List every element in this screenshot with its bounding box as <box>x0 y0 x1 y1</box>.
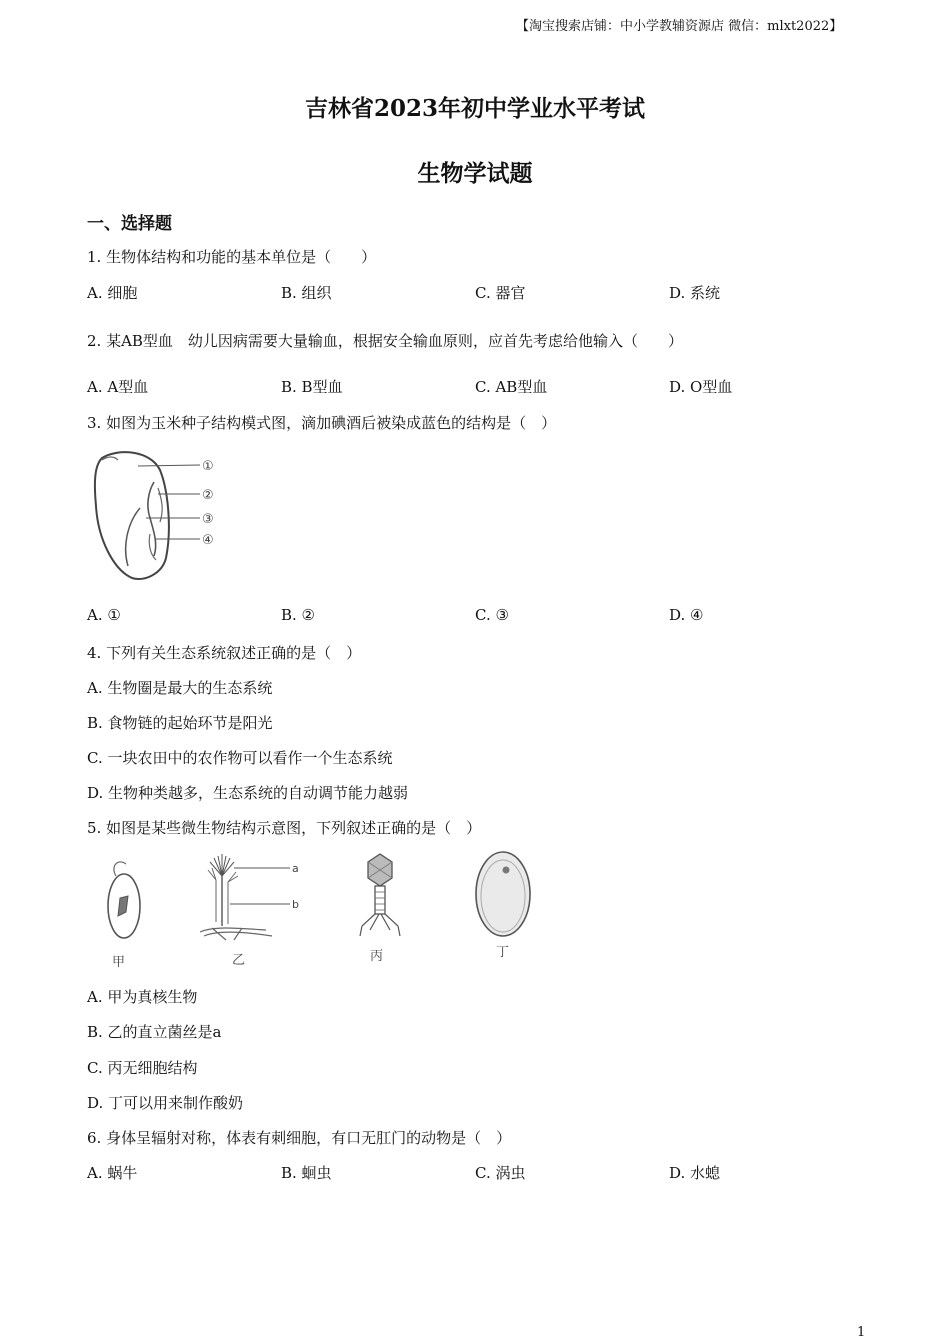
q6-option-b: B. 蛔虫 <box>281 1164 332 1182</box>
question-5-stem: 5. 如图是某些微生物结构示意图，下列叙述正确的是（ ） <box>87 819 482 837</box>
q2-option-c: C. AB型血 <box>475 378 548 396</box>
bacterium-jia <box>108 862 140 970</box>
corn-seed-figure <box>88 448 228 584</box>
q4-option-b: B. 食物链的起始环节是阳光 <box>87 714 273 732</box>
q2-option-b: B. B型血 <box>281 378 343 396</box>
q5-option-c: C. 丙无细胞结构 <box>87 1059 198 1077</box>
microbe-figure <box>96 848 546 972</box>
label-b: b <box>292 898 299 911</box>
label-ding: 丁 <box>496 945 510 960</box>
q5-option-d: D. 丁可以用来制作酸奶 <box>87 1094 244 1112</box>
q1-option-a: A. 细胞 <box>87 284 138 302</box>
question-2-stem: 2. 某AB型血 幼儿因病需要大量输血，根据安全输血原则，应首先考虑给他输入（ ） <box>87 332 683 350</box>
question-4-stem: 4. 下列有关生态系统叙述正确的是（ ） <box>87 644 362 662</box>
question-3-stem: 3. 如图为玉米种子结构模式图，滴加碘酒后被染成蓝色的结构是（ ） <box>87 414 557 432</box>
label-yi: 乙 <box>232 953 246 968</box>
q3-option-b: B. ② <box>281 606 316 624</box>
q3-option-a: A. ① <box>87 606 121 624</box>
label-jia: 甲 <box>112 955 126 970</box>
seed-label-4: ④ <box>202 533 214 548</box>
exam-subtitle: 生物学试题 <box>417 160 533 187</box>
exam-title: 吉林省2023年初中学业水平考试 <box>304 95 645 122</box>
q3-option-d: D. ④ <box>669 606 704 624</box>
q4-option-d: D. 生物种类越多，生态系统的自动调节能力越弱 <box>87 784 409 802</box>
q4-option-c: C. 一块农田中的农作物可以看作一个生态系统 <box>87 749 393 767</box>
label-a: a <box>292 862 299 875</box>
section-heading: 一、选择题 <box>87 214 172 234</box>
page-number: 1 <box>857 1325 866 1340</box>
q6-option-c: C. 涡虫 <box>475 1164 526 1182</box>
q1-option-d: D. 系统 <box>669 284 721 302</box>
seed-label-1: ① <box>202 459 214 474</box>
q5-option-b: B. 乙的直立菌丝是a <box>87 1023 222 1041</box>
q1-option-c: C. 器官 <box>475 284 526 302</box>
q6-option-d: D. 水螅 <box>669 1164 721 1182</box>
seed-label-3: ③ <box>202 512 214 527</box>
mold-yi <box>200 854 299 968</box>
question-1-stem: 1. 生物体结构和功能的基本单位是（ ） <box>87 248 377 266</box>
q1-option-b: B. 组织 <box>281 284 332 302</box>
q6-option-a: A. 蜗牛 <box>87 1164 138 1182</box>
phage-bing <box>360 854 400 964</box>
q5-option-a: A. 甲为真核生物 <box>87 988 198 1006</box>
yeast-ding <box>476 852 530 960</box>
q4-option-a: A. 生物圈是最大的生态系统 <box>87 679 273 697</box>
question-6-stem: 6. 身体呈辐射对称，体表有刺细胞，有口无肛门的动物是（ ） <box>87 1129 512 1147</box>
label-bing: 丙 <box>370 949 384 964</box>
seed-label-2: ② <box>202 488 214 503</box>
q2-option-d: D. O型血 <box>669 378 733 396</box>
shop-note: 【淘宝搜索店铺：中小学教辅资源店 微信：mlxt2022】 <box>516 19 843 34</box>
q2-option-a: A. A型血 <box>87 378 149 396</box>
q3-option-c: C. ③ <box>475 606 509 624</box>
